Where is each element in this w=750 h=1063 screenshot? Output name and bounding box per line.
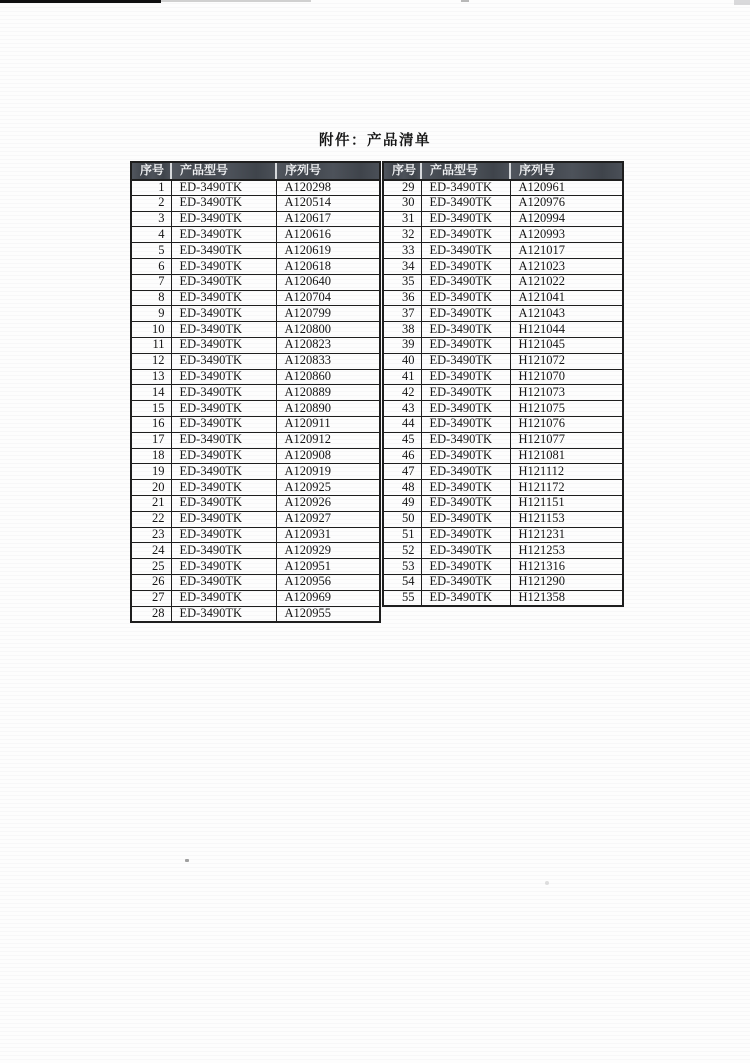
row-index-cell: 26 (131, 574, 171, 590)
serial-cell: A120298 (276, 180, 380, 196)
model-cell: ED-3490TK (421, 590, 510, 606)
serial-cell: A120799 (276, 306, 380, 322)
serial-cell: A120911 (276, 416, 380, 432)
row-index-cell: 37 (383, 306, 421, 322)
table-row (131, 480, 380, 496)
row-index-cell: 51 (383, 527, 421, 543)
serial-cell: A120514 (276, 195, 380, 211)
table-row (131, 227, 380, 243)
model-cell: ED-3490TK (421, 464, 510, 480)
serial-cell: H121253 (510, 543, 623, 559)
table-row (131, 606, 380, 622)
header-model: 产品型号 (171, 162, 276, 180)
serial-cell: H121231 (510, 527, 623, 543)
row-index-cell: 32 (383, 227, 421, 243)
table-row (383, 211, 623, 227)
serial-cell: H121153 (510, 511, 623, 527)
model-cell: ED-3490TK (171, 290, 276, 306)
model-cell: ED-3490TK (421, 401, 510, 417)
table-row (131, 464, 380, 480)
table-row (131, 527, 380, 543)
row-index-cell: 46 (383, 448, 421, 464)
table-row (131, 211, 380, 227)
model-cell: ED-3490TK (421, 527, 510, 543)
header-row (131, 162, 380, 180)
serial-cell: H121151 (510, 495, 623, 511)
row-index-cell: 23 (131, 527, 171, 543)
table-row (383, 258, 623, 274)
table-header (131, 162, 380, 180)
model-cell: ED-3490TK (171, 369, 276, 385)
serial-cell: H121290 (510, 574, 623, 590)
table-row (383, 574, 623, 590)
scan-artifact-top-edge-fade (161, 0, 311, 2)
header-row (383, 162, 623, 180)
serial-cell: H121081 (510, 448, 623, 464)
row-index-cell: 30 (383, 195, 421, 211)
table-row (131, 322, 380, 338)
serial-cell: A120800 (276, 322, 380, 338)
model-cell: ED-3490TK (171, 274, 276, 290)
model-cell: ED-3490TK (171, 590, 276, 606)
table-row (131, 401, 380, 417)
table-row (131, 258, 380, 274)
model-cell: ED-3490TK (421, 574, 510, 590)
serial-cell: H121073 (510, 385, 623, 401)
table-header (383, 162, 623, 180)
table-row (131, 274, 380, 290)
model-cell: ED-3490TK (171, 227, 276, 243)
serial-cell: A120619 (276, 243, 380, 259)
serial-cell: A120976 (510, 195, 623, 211)
table-row (383, 527, 623, 543)
model-cell: ED-3490TK (171, 243, 276, 259)
row-index-cell: 6 (131, 258, 171, 274)
model-cell: ED-3490TK (171, 401, 276, 417)
model-cell: ED-3490TK (171, 432, 276, 448)
serial-cell: A121041 (510, 290, 623, 306)
serial-cell: A121043 (510, 306, 623, 322)
serial-cell: A120704 (276, 290, 380, 306)
model-cell: ED-3490TK (421, 511, 510, 527)
table-row (383, 322, 623, 338)
table-row (131, 369, 380, 385)
scan-artifact-top-edge (0, 0, 161, 3)
serial-cell: H121112 (510, 464, 623, 480)
row-index-cell: 14 (131, 385, 171, 401)
serial-cell: H121044 (510, 322, 623, 338)
row-index-cell: 20 (131, 480, 171, 496)
table-row (131, 385, 380, 401)
header-model: 产品型号 (421, 162, 510, 180)
row-index-cell: 45 (383, 432, 421, 448)
model-cell: ED-3490TK (171, 322, 276, 338)
serial-cell: H121077 (510, 432, 623, 448)
model-cell: ED-3490TK (421, 195, 510, 211)
model-cell: ED-3490TK (421, 337, 510, 353)
serial-cell: A120890 (276, 401, 380, 417)
model-cell: ED-3490TK (421, 495, 510, 511)
serial-cell: A120993 (510, 227, 623, 243)
serial-cell: H121072 (510, 353, 623, 369)
row-index-cell: 35 (383, 274, 421, 290)
model-cell: ED-3490TK (171, 480, 276, 496)
table-row (383, 369, 623, 385)
serial-cell: A120969 (276, 590, 380, 606)
scan-artifact-top-right (734, 0, 750, 5)
row-index-cell: 9 (131, 306, 171, 322)
table-row (131, 243, 380, 259)
model-cell: ED-3490TK (421, 322, 510, 338)
table-row (383, 543, 623, 559)
row-index-cell: 53 (383, 559, 421, 575)
product-table-left (130, 161, 381, 623)
model-cell: ED-3490TK (421, 211, 510, 227)
table-row (131, 195, 380, 211)
row-index-cell: 8 (131, 290, 171, 306)
serial-cell: A121022 (510, 274, 623, 290)
row-index-cell: 28 (131, 606, 171, 622)
table-row (131, 543, 380, 559)
header-serial: 序列号 (510, 162, 623, 180)
serial-cell: A120931 (276, 527, 380, 543)
serial-cell: A120833 (276, 353, 380, 369)
model-cell: ED-3490TK (421, 180, 510, 196)
table-row (383, 353, 623, 369)
row-index-cell: 3 (131, 211, 171, 227)
table-row (383, 559, 623, 575)
model-cell: ED-3490TK (171, 448, 276, 464)
model-cell: ED-3490TK (421, 448, 510, 464)
row-index-cell: 7 (131, 274, 171, 290)
row-index-cell: 50 (383, 511, 421, 527)
scan-artifact-top-dot (461, 0, 469, 2)
serial-cell: H121070 (510, 369, 623, 385)
row-index-cell: 2 (131, 195, 171, 211)
model-cell: ED-3490TK (171, 385, 276, 401)
header-index: 序号 (383, 162, 421, 180)
table-row (131, 590, 380, 606)
serial-cell: H121172 (510, 480, 623, 496)
table-body (383, 180, 623, 607)
model-cell: ED-3490TK (421, 416, 510, 432)
table-row (131, 416, 380, 432)
row-index-cell: 13 (131, 369, 171, 385)
serial-cell: A120860 (276, 369, 380, 385)
table-row (383, 480, 623, 496)
row-index-cell: 24 (131, 543, 171, 559)
row-index-cell: 25 (131, 559, 171, 575)
header-serial: 序列号 (276, 162, 380, 180)
row-index-cell: 12 (131, 353, 171, 369)
row-index-cell: 39 (383, 337, 421, 353)
model-cell: ED-3490TK (421, 274, 510, 290)
table-row (383, 337, 623, 353)
model-cell: ED-3490TK (171, 211, 276, 227)
row-index-cell: 16 (131, 416, 171, 432)
model-cell: ED-3490TK (421, 369, 510, 385)
row-index-cell: 29 (383, 180, 421, 196)
serial-cell: A120994 (510, 211, 623, 227)
table-row (383, 180, 623, 196)
table-row (131, 180, 380, 196)
model-cell: ED-3490TK (421, 227, 510, 243)
table-row (131, 353, 380, 369)
serial-cell: A120951 (276, 559, 380, 575)
serial-cell: A120908 (276, 448, 380, 464)
row-index-cell: 41 (383, 369, 421, 385)
table-row (131, 290, 380, 306)
row-index-cell: 19 (131, 464, 171, 480)
row-index-cell: 11 (131, 337, 171, 353)
table-row (383, 416, 623, 432)
row-index-cell: 22 (131, 511, 171, 527)
model-cell: ED-3490TK (171, 574, 276, 590)
serial-cell: A120919 (276, 464, 380, 480)
row-index-cell: 55 (383, 590, 421, 606)
serial-cell: A120961 (510, 180, 623, 196)
row-index-cell: 38 (383, 322, 421, 338)
serial-cell: A120617 (276, 211, 380, 227)
table-row (131, 306, 380, 322)
serial-cell: A120926 (276, 495, 380, 511)
serial-cell: H121076 (510, 416, 623, 432)
serial-cell: A120929 (276, 543, 380, 559)
row-index-cell: 17 (131, 432, 171, 448)
table-row (131, 448, 380, 464)
serial-cell: A120823 (276, 337, 380, 353)
model-cell: ED-3490TK (421, 432, 510, 448)
serial-cell: A121017 (510, 243, 623, 259)
row-index-cell: 42 (383, 385, 421, 401)
table-row (383, 195, 623, 211)
scan-artifact-speck (185, 859, 189, 862)
table-row (131, 337, 380, 353)
model-cell: ED-3490TK (421, 306, 510, 322)
table-row (383, 464, 623, 480)
model-cell: ED-3490TK (171, 543, 276, 559)
serial-cell: A120927 (276, 511, 380, 527)
model-cell: ED-3490TK (171, 416, 276, 432)
model-cell: ED-3490TK (171, 337, 276, 353)
table-row (383, 227, 623, 243)
serial-cell: H121075 (510, 401, 623, 417)
table-row (383, 401, 623, 417)
model-cell: ED-3490TK (171, 306, 276, 322)
table-row (131, 559, 380, 575)
serial-cell: A120618 (276, 258, 380, 274)
serial-cell: A120955 (276, 606, 380, 622)
row-index-cell: 15 (131, 401, 171, 417)
row-index-cell: 21 (131, 495, 171, 511)
table-row (383, 243, 623, 259)
table-row (383, 306, 623, 322)
header-index: 序号 (131, 162, 171, 180)
model-cell: ED-3490TK (421, 480, 510, 496)
serial-cell: A120889 (276, 385, 380, 401)
scan-artifact-speck (545, 881, 549, 885)
row-index-cell: 54 (383, 574, 421, 590)
serial-cell: A121023 (510, 258, 623, 274)
row-index-cell: 40 (383, 353, 421, 369)
model-cell: ED-3490TK (421, 243, 510, 259)
table-row (383, 274, 623, 290)
serial-cell: A120640 (276, 274, 380, 290)
model-cell: ED-3490TK (421, 543, 510, 559)
table-row (383, 511, 623, 527)
serial-cell: A120912 (276, 432, 380, 448)
model-cell: ED-3490TK (171, 606, 276, 622)
serial-cell: H121045 (510, 337, 623, 353)
model-cell: ED-3490TK (171, 527, 276, 543)
model-cell: ED-3490TK (421, 290, 510, 306)
row-index-cell: 10 (131, 322, 171, 338)
model-cell: ED-3490TK (171, 495, 276, 511)
model-cell: ED-3490TK (171, 180, 276, 196)
row-index-cell: 4 (131, 227, 171, 243)
row-index-cell: 27 (131, 590, 171, 606)
table-row (383, 590, 623, 606)
model-cell: ED-3490TK (171, 258, 276, 274)
product-table-right (382, 161, 624, 607)
table-row (383, 432, 623, 448)
row-index-cell: 18 (131, 448, 171, 464)
row-index-cell: 47 (383, 464, 421, 480)
row-index-cell: 5 (131, 243, 171, 259)
model-cell: ED-3490TK (171, 195, 276, 211)
row-index-cell: 52 (383, 543, 421, 559)
serial-cell: H121358 (510, 590, 623, 606)
table-row (131, 432, 380, 448)
table-row (383, 495, 623, 511)
table-body (131, 180, 380, 622)
row-index-cell: 31 (383, 211, 421, 227)
model-cell: ED-3490TK (421, 385, 510, 401)
model-cell: ED-3490TK (171, 353, 276, 369)
page-title: 附件：产品清单 (319, 133, 431, 149)
row-index-cell: 43 (383, 401, 421, 417)
row-index-cell: 36 (383, 290, 421, 306)
serial-cell: H121316 (510, 559, 623, 575)
serial-cell: A120956 (276, 574, 380, 590)
model-cell: ED-3490TK (171, 511, 276, 527)
model-cell: ED-3490TK (421, 258, 510, 274)
row-index-cell: 44 (383, 416, 421, 432)
table-row (131, 574, 380, 590)
table-row (383, 448, 623, 464)
model-cell: ED-3490TK (171, 559, 276, 575)
model-cell: ED-3490TK (421, 353, 510, 369)
row-index-cell: 1 (131, 180, 171, 196)
serial-cell: A120616 (276, 227, 380, 243)
table-row (131, 495, 380, 511)
serial-cell: A120925 (276, 480, 380, 496)
table-row (131, 511, 380, 527)
row-index-cell: 48 (383, 480, 421, 496)
table-row (383, 290, 623, 306)
model-cell: ED-3490TK (421, 559, 510, 575)
table-row (383, 385, 623, 401)
model-cell: ED-3490TK (171, 464, 276, 480)
row-index-cell: 49 (383, 495, 421, 511)
row-index-cell: 33 (383, 243, 421, 259)
row-index-cell: 34 (383, 258, 421, 274)
